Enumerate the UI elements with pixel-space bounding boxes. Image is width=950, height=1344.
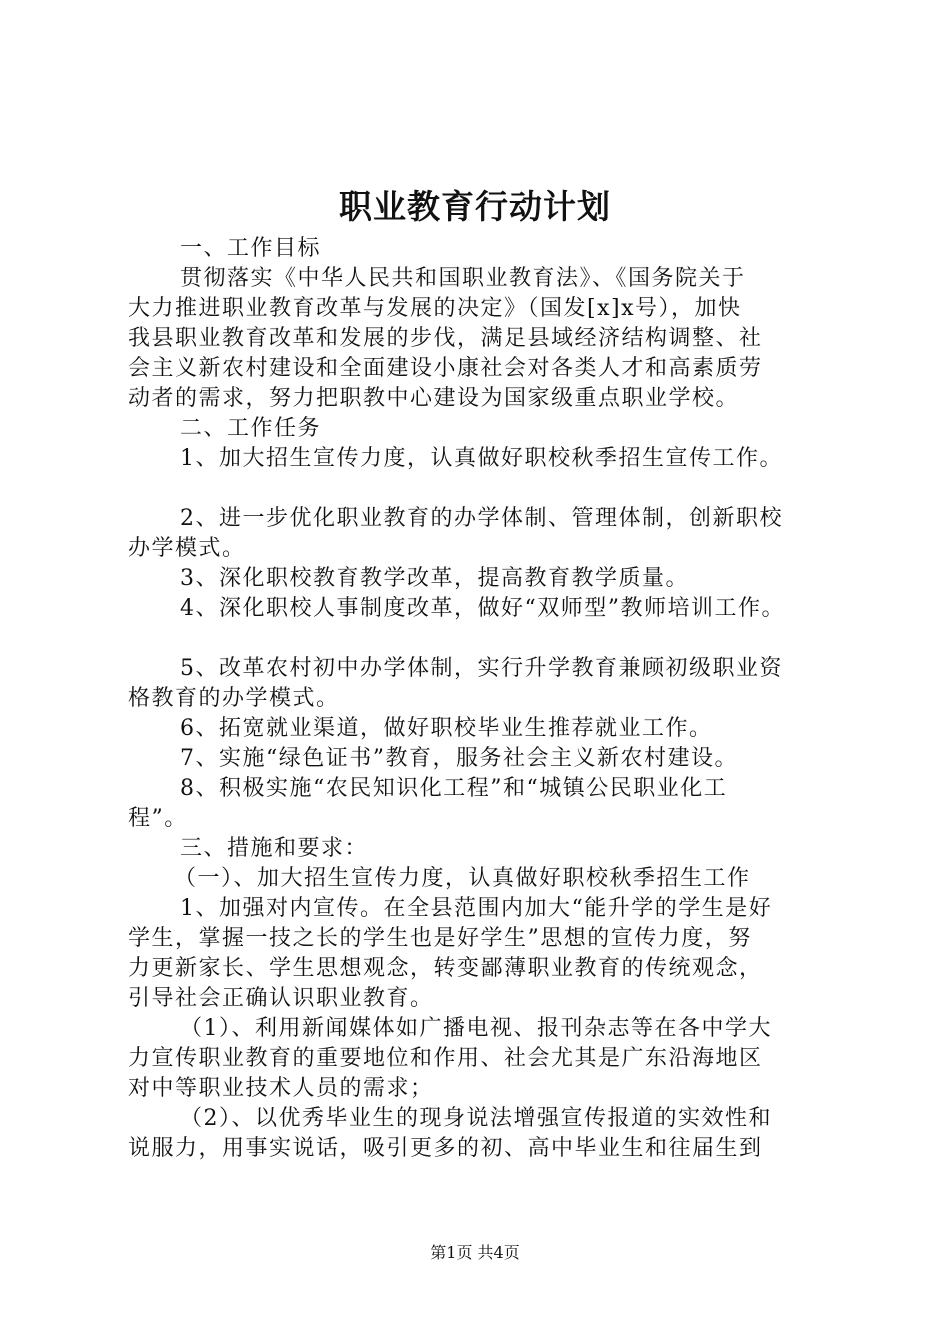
paragraph-line: 动者的需求，努力把职教中心建设为国家级重点职业学校。 [128, 386, 740, 411]
paragraph-line: 引导社会正确认识职业教育。 [128, 986, 434, 1011]
list-item: （2）、以优秀毕业生的现身说法增强宣传报道的实效性和 [180, 1106, 772, 1131]
list-item: 5、改革农村初中办学体制，实行升学教育兼顾初级职业资 [180, 656, 783, 681]
paragraph-line: 我县职业教育改革和发展的步伐，满足县域经济结构调整、社 [128, 326, 763, 351]
list-item: （1）、利用新闻媒体如广播电视、报刊杂志等在各中学大 [180, 1016, 772, 1041]
paragraph-line: 说服力，用事实说话，吸引更多的初、高中毕业生和往届生到 [128, 1136, 763, 1161]
paragraph-line: 大力推进职业教育改革与发展的决定》（国发[x]x号），加快 [128, 296, 742, 321]
document-title: 职业教育行动计划 [339, 187, 611, 226]
blank-line [128, 624, 838, 654]
paragraph-line: 学生，掌握一技之长的学生也是好学生”思想的宣传力度，努 [128, 926, 752, 951]
section-heading: 二、工作任务 [180, 416, 322, 441]
list-item: 1、加强对内宣传。在全县范围内加大“能升学的学生是好 [180, 896, 773, 921]
list-item: 6、拓宽就业渠道，做好职校毕业生推荐就业工作。 [180, 716, 713, 741]
paragraph-line: 格教育的办学模式。 [128, 686, 340, 711]
blank-line [128, 474, 838, 504]
section-heading: 三、措施和要求： [180, 836, 369, 861]
paragraph-line: 力宣传职业教育的重要地位和作用、社会尤其是广东沿海地区 [128, 1046, 763, 1071]
paragraph-line: 办学模式。 [128, 536, 246, 561]
list-item: 7、实施“绿色证书”教育，服务社会主义新农村建设。 [180, 746, 738, 771]
list-item: 3、深化职校教育教学改革，提高教育教学质量。 [180, 566, 689, 591]
list-item: 8、积极实施“农民知识化工程”和“城镇公民职业化工 [180, 776, 728, 801]
paragraph-line: 力更新家长、学生思想观念，转变鄙薄职业教育的传统观念， [128, 956, 763, 981]
list-item: 2、进一步优化职业教育的办学体制、管理体制，创新职校 [180, 506, 783, 531]
section-heading: 一、工作目标 [180, 236, 322, 261]
paragraph-line: 贯彻落实《中华人民共和国职业教育法》、《国务院关于 [180, 266, 746, 291]
document-body [128, 234, 838, 1164]
list-item: 4、深化职校人事制度改革，做好“双师型”教师培训工作。 [180, 596, 785, 621]
page-footer: 第1页 共4页 [430, 1243, 520, 1262]
paragraph-line: 程”。 [128, 806, 188, 831]
list-item: 1、加大招生宣传力度，认真做好职校秋季招生宣传工作。 [180, 446, 783, 471]
paragraph-line: 会主义新农村建设和全面建设小康社会对各类人才和高素质劳 [128, 356, 763, 381]
paragraph-line: 对中等职业技术人员的需求； [128, 1076, 434, 1101]
subsection-heading: （一）、加大招生宣传力度，认真做好职校秋季招生工作 [174, 866, 751, 891]
